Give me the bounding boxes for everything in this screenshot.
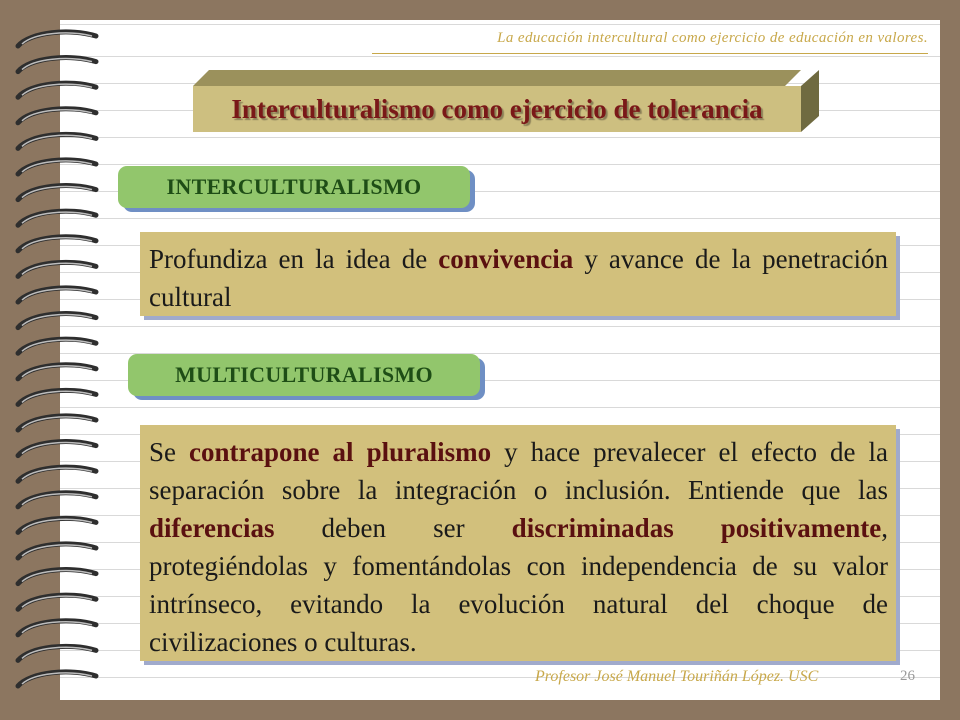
footer-author: Profesor José Manuel Touriñán López. USC (535, 668, 819, 685)
definition-box-interculturalismo (140, 232, 896, 316)
page-number: 26 (900, 668, 915, 684)
text-part: , protegiéndolas y fomentándolas con independencia de su valor intrínseco, evitando la evolución natural del choque de civilizaciones o culturas. (149, 513, 889, 657)
header-subtitle: La educación intercultural como ejercicio de educación en valores. (497, 30, 928, 46)
text-part: y avance de la penetración cultural (149, 244, 888, 312)
text-part: Se (149, 437, 190, 467)
highlight-contrapone: contrapone al pluralismo (189, 437, 492, 467)
label-multiculturalismo: MULTICULTURALISMO (128, 354, 480, 396)
label-interculturalismo: INTERCULTURALISMO (118, 166, 470, 208)
definition-box-multiculturalismo (140, 425, 896, 661)
text-part: Profundiza en la idea de (149, 244, 439, 274)
header-divider (372, 53, 928, 54)
spiral-binding (0, 20, 110, 700)
highlight-discriminadas: discriminadas positivamente (511, 513, 882, 543)
slide-title: Interculturalismo como ejercicio de tolerancia (231, 93, 763, 124)
highlight-convivencia: convivencia (438, 244, 574, 274)
highlight-diferencias: diferencias (149, 513, 275, 543)
text-part: y hace prevalecer el efecto de la separación sobre la integración o inclusión. Entiende que las (149, 437, 889, 505)
text-part: deben ser (274, 513, 512, 543)
title-box-top-face (193, 70, 801, 86)
